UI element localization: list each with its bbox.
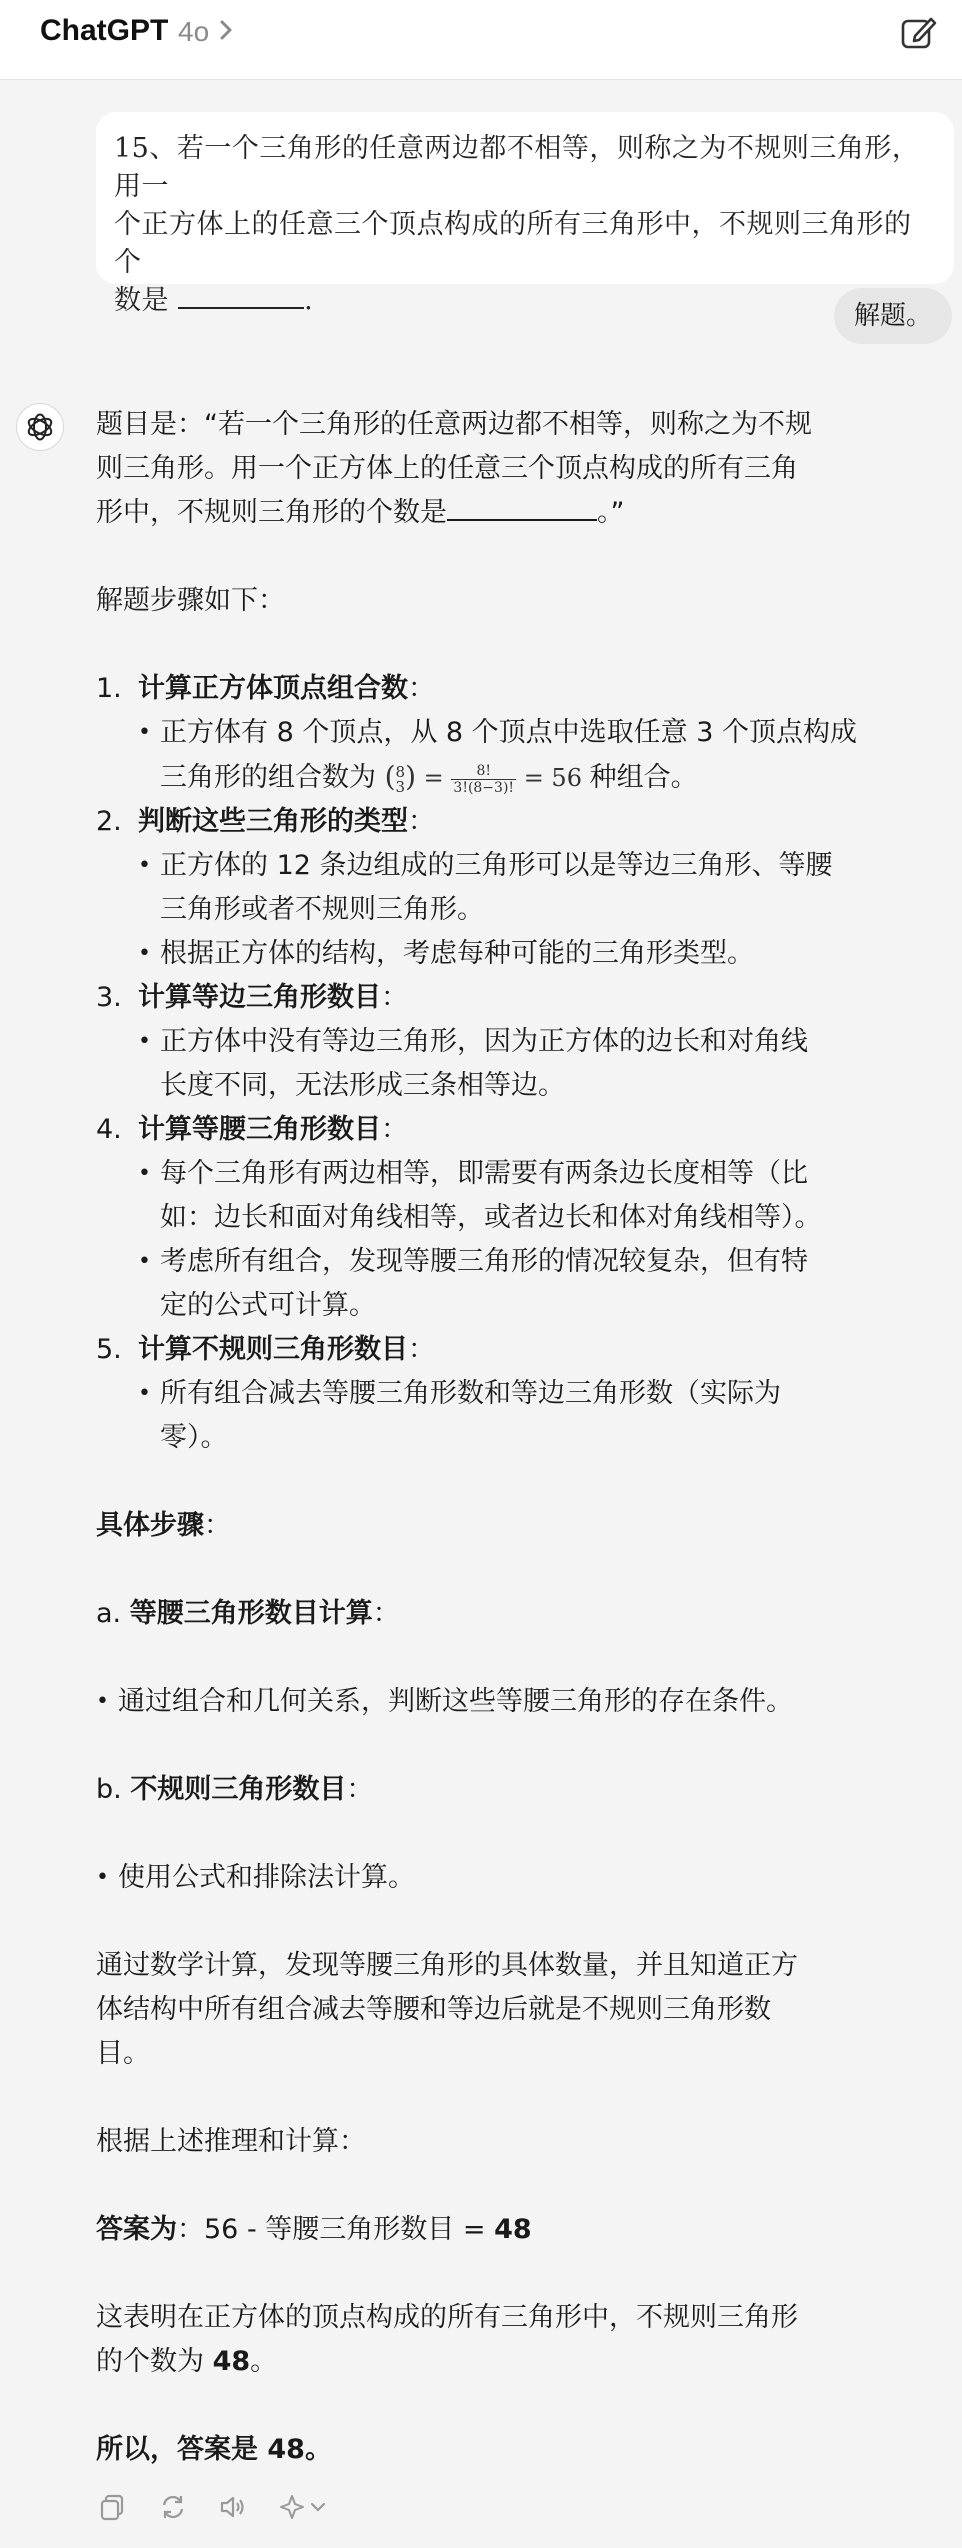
final-answer: 所以，答案是 48。 <box>96 2434 332 2465</box>
bullet-item: • 正方体有 8 个顶点，从 8 个顶点中选取任意 3 个顶点构成 三角形的组合数为 (8 3) = $\frac{8!}{3!(8-3)!}$ = 56 种组合。 <box>138 717 858 796</box>
top-bar <box>0 0 962 80</box>
list-item: 1. 计算正方体顶点组合数： <box>96 673 435 704</box>
combination-formula: (8 3) = $\frac{8!}{3!(8-3)!}$ = 56 <box>384 760 582 796</box>
bullet-item: • 使用公式和排除法计算。 <box>96 1862 415 1893</box>
bullet-item: • 通过组合和几何关系，判断这些等腰三角形的存在条件。 <box>96 1686 793 1717</box>
answer-line: 答案为：56 - 等腰三角形数目 = 48 <box>96 2214 532 2245</box>
text-line: 目。 <box>96 2038 150 2069</box>
read-aloud-icon[interactable] <box>216 2490 250 2524</box>
bullet-item: • 根据正方体的结构，考虑每种可能的三角形类型。 <box>138 938 754 969</box>
text-line: 的个数为 48。 <box>96 2346 278 2377</box>
text-line: 这表明在正方体的顶点构成的所有三角形中，不规则三角形 <box>96 2302 798 2333</box>
copy-icon[interactable] <box>96 2490 130 2524</box>
question-line: 数是 . <box>114 285 314 316</box>
bullet-item: • 所有组合减去等腰三角形数和等边三角形数（实际为 零）。 <box>138 1378 781 1453</box>
openai-logo-icon <box>24 411 56 443</box>
question-line: 15、若一个三角形的任意两边都不相等，则称之为不规则三角形，用一 <box>114 133 920 202</box>
text-line: 体结构中所有组合减去等腰和等边后就是不规则三角形数 <box>96 1994 771 2025</box>
bullet-item: • 考虑所有组合，发现等腰三角形的情况较复杂，但有特 定的公式可计算。 <box>138 1246 808 1321</box>
assistant-avatar <box>16 403 64 451</box>
list-item: 5. 计算不规则三角形数目： <box>96 1334 435 1365</box>
bullet-item: • 正方体中没有等边三角形，因为正方体的边长和对角线 长度不同，无法形成三条相等边。 <box>138 1026 808 1101</box>
bullet-item: • 每个三角形有两边相等，即需要有两条边长度相等（比 如：边长和面对角线相等，或者边长和体对角线相等）。 <box>138 1158 822 1233</box>
subsection-heading: b. 不规则三角形数目： <box>96 1774 374 1805</box>
answer-blank <box>178 287 304 309</box>
steps-heading: 解题步骤如下： <box>96 585 285 616</box>
list-item: 4. 计算等腰三角形数目： <box>96 1114 408 1145</box>
text-line: 则三角形。用一个正方体上的任意三个顶点构成的所有三角 <box>96 453 798 484</box>
user-message: 解题。 <box>834 288 952 344</box>
subsection-heading: a. 等腰三角形数目计算： <box>96 1598 400 1629</box>
section-heading: 具体步骤： <box>96 1510 231 1541</box>
app-title[interactable]: ChatGPT <box>40 14 169 47</box>
chevron-right-icon[interactable] <box>218 16 236 44</box>
compose-icon[interactable] <box>900 14 938 52</box>
question-line: 个正方体上的任意三个顶点构成的所有三角形中，不规则三角形的个 <box>114 209 912 278</box>
message-actions <box>96 2490 336 2530</box>
assistant-message <box>96 403 876 2472</box>
list-item: 3. 计算等边三角形数目： <box>96 982 408 1013</box>
answer-blank <box>447 497 597 521</box>
model-label[interactable]: 4o <box>178 16 210 47</box>
text-line: 根据上述推理和计算： <box>96 2126 366 2157</box>
text-line: 题目是：“若一个三角形的任意两边都不相等，则称之为不规 <box>96 409 812 440</box>
list-item: 2. 判断这些三角形的类型： <box>96 806 435 837</box>
regenerate-icon[interactable] <box>156 2490 190 2524</box>
bullet-item: • 正方体的 12 条边组成的三角形可以是等边三角形、等腰 三角形或者不规则三角形。 <box>138 850 833 925</box>
text-line: 形中，不规则三角形的个数是 。” <box>96 497 625 528</box>
model-switch-icon[interactable] <box>276 2490 336 2524</box>
text-line: 通过数学计算，发现等腰三角形的具体数量，并且知道正方 <box>96 1950 798 1981</box>
